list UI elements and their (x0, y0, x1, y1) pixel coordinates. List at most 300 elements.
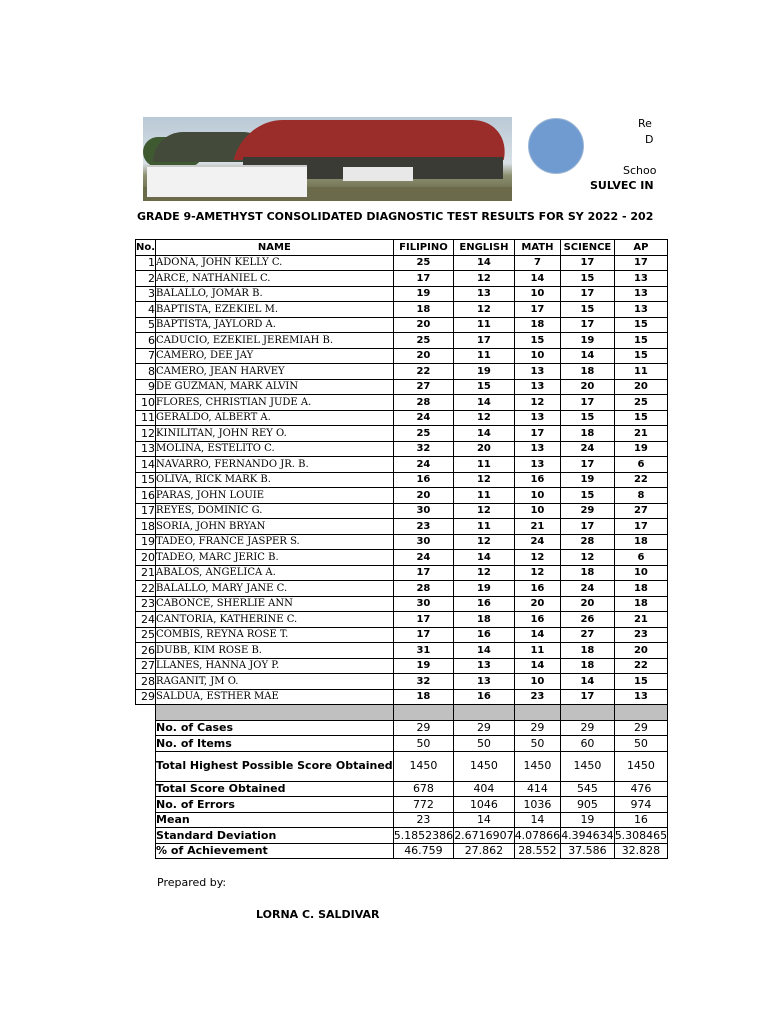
report-title: GRADE 9-AMETHYST CONSOLIDATED DIAGNOSTIC TEST RESULTS FOR SY 2022 - 202 (137, 210, 654, 223)
summary-math: 414 (514, 781, 561, 797)
summary-english: 29 (454, 720, 515, 736)
score-science: 19 (561, 472, 615, 488)
table-row (136, 333, 668, 349)
row-number: 21 (136, 565, 156, 581)
row-number: 18 (136, 519, 156, 535)
row-number: 19 (136, 534, 156, 550)
score-science: 15 (561, 488, 615, 504)
score-filipino: 22 (393, 364, 454, 380)
score-science: 18 (561, 364, 615, 380)
score-english: 14 (454, 643, 515, 659)
summary-filipino: 772 (393, 797, 454, 813)
score-math: 16 (514, 472, 561, 488)
score-math: 11 (514, 643, 561, 659)
score-filipino: 24 (393, 457, 454, 473)
summary-ap: 16 (614, 812, 668, 828)
summary-math: 28.552 (514, 843, 561, 859)
row-number: 7 (136, 348, 156, 364)
score-science: 17 (561, 286, 615, 302)
score-english: 14 (454, 550, 515, 566)
summary-row (136, 828, 668, 844)
score-science: 18 (561, 565, 615, 581)
row-number: 13 (136, 441, 156, 457)
score-science: 17 (561, 457, 615, 473)
table-header-row (136, 240, 668, 256)
table-row (136, 410, 668, 426)
score-science: 17 (561, 519, 615, 535)
score-filipino: 18 (393, 689, 454, 705)
score-ap: 15 (614, 333, 668, 349)
header-filipino: FILIPINO (393, 240, 454, 256)
score-ap: 27 (614, 503, 668, 519)
table-row (136, 674, 668, 690)
summary-label: Standard Deviation (156, 828, 394, 844)
score-math: 10 (514, 674, 561, 690)
score-filipino: 20 (393, 488, 454, 504)
student-name: TADEO, MARC JERIC B. (156, 550, 394, 566)
table-row (136, 317, 668, 333)
summary-filipino: 29 (393, 720, 454, 736)
summary-english: 1450 (454, 751, 515, 781)
score-filipino: 17 (393, 612, 454, 628)
score-english: 16 (454, 596, 515, 612)
score-english: 12 (454, 472, 515, 488)
student-name: CAMERO, DEE JAY (156, 348, 394, 364)
row-number: 22 (136, 581, 156, 597)
table-row (136, 379, 668, 395)
score-science: 15 (561, 410, 615, 426)
row-number: 9 (136, 379, 156, 395)
score-science: 14 (561, 674, 615, 690)
row-number: 10 (136, 395, 156, 411)
student-name: OLIVA, RICK MARK B. (156, 472, 394, 488)
summary-label: No. of Errors (156, 797, 394, 813)
score-science: 28 (561, 534, 615, 550)
score-ap: 17 (614, 519, 668, 535)
student-rows (136, 255, 668, 705)
summary-science: 37.586 (561, 843, 615, 859)
summary-english: 27.862 (454, 843, 515, 859)
score-english: 12 (454, 503, 515, 519)
table-row (136, 271, 668, 287)
summary-math: 1450 (514, 751, 561, 781)
score-english: 16 (454, 689, 515, 705)
score-english: 19 (454, 581, 515, 597)
row-number: 28 (136, 674, 156, 690)
blank-cell (136, 736, 156, 752)
student-name: KINILITAN, JOHN REY O. (156, 426, 394, 442)
gray-cell (561, 705, 615, 721)
summary-row (136, 751, 668, 781)
student-name: DE GUZMAN, MARK ALVIN (156, 379, 394, 395)
table-row (136, 441, 668, 457)
student-name: BAPTISTA, JAYLORD A. (156, 317, 394, 333)
table-row (136, 488, 668, 504)
score-english: 19 (454, 364, 515, 380)
score-math: 24 (514, 534, 561, 550)
score-ap: 11 (614, 364, 668, 380)
row-number: 11 (136, 410, 156, 426)
header-ap: AP (614, 240, 668, 256)
student-name: CADUCIO, EZEKIEL JEREMIAH B. (156, 333, 394, 349)
score-ap: 22 (614, 658, 668, 674)
score-ap: 20 (614, 643, 668, 659)
prepared-by-label: Prepared by: (157, 876, 227, 889)
student-name: MOLINA, ESTELITO C. (156, 441, 394, 457)
summary-science: 1450 (561, 751, 615, 781)
score-math: 18 (514, 317, 561, 333)
score-filipino: 24 (393, 410, 454, 426)
blank-cell (136, 720, 156, 736)
score-math: 13 (514, 379, 561, 395)
score-ap: 17 (614, 255, 668, 271)
table-row (136, 519, 668, 535)
student-name: TADEO, FRANCE JASPER S. (156, 534, 394, 550)
score-filipino: 27 (393, 379, 454, 395)
table-row (136, 643, 668, 659)
score-english: 14 (454, 395, 515, 411)
score-math: 7 (514, 255, 561, 271)
score-math: 10 (514, 503, 561, 519)
summary-english: 14 (454, 812, 515, 828)
blank-cell (136, 781, 156, 797)
blank-cell (136, 812, 156, 828)
score-math: 13 (514, 457, 561, 473)
score-math: 23 (514, 689, 561, 705)
score-ap: 6 (614, 457, 668, 473)
summary-math: 14 (514, 812, 561, 828)
score-ap: 18 (614, 534, 668, 550)
score-science: 24 (561, 441, 615, 457)
score-filipino: 16 (393, 472, 454, 488)
score-math: 14 (514, 658, 561, 674)
score-science: 26 (561, 612, 615, 628)
score-filipino: 19 (393, 286, 454, 302)
score-filipino: 30 (393, 534, 454, 550)
score-math: 10 (514, 286, 561, 302)
table-row (136, 286, 668, 302)
student-name: REYES, DOMINIC G. (156, 503, 394, 519)
header-line-2: D (645, 133, 654, 146)
score-math: 13 (514, 441, 561, 457)
gray-cell (514, 705, 561, 721)
table-row (136, 364, 668, 380)
row-number: 2 (136, 271, 156, 287)
score-ap: 15 (614, 317, 668, 333)
student-name: ADONA, JOHN KELLY C. (156, 255, 394, 271)
score-science: 14 (561, 348, 615, 364)
table-row (136, 395, 668, 411)
results-table (135, 239, 668, 859)
score-ap: 8 (614, 488, 668, 504)
header-line-1: Re (638, 117, 652, 130)
score-english: 14 (454, 255, 515, 271)
score-filipino: 25 (393, 333, 454, 349)
score-filipino: 25 (393, 255, 454, 271)
table-row (136, 348, 668, 364)
score-english: 11 (454, 457, 515, 473)
summary-english: 50 (454, 736, 515, 752)
row-number: 23 (136, 596, 156, 612)
summary-label: Total Highest Possible Score Obtained (156, 751, 394, 781)
row-number: 20 (136, 550, 156, 566)
score-math: 17 (514, 302, 561, 318)
table-row (136, 255, 668, 271)
score-english: 12 (454, 565, 515, 581)
blank-cell (136, 843, 156, 859)
score-math: 12 (514, 550, 561, 566)
student-name: CABONCE, SHERLIE ANN (156, 596, 394, 612)
score-ap: 20 (614, 379, 668, 395)
student-name: GERALDO, ALBERT A. (156, 410, 394, 426)
student-name: NAVARRO, FERNANDO JR. B. (156, 457, 394, 473)
header-line-3: Schoo (623, 164, 657, 177)
summary-math: 29 (514, 720, 561, 736)
score-math: 10 (514, 348, 561, 364)
score-math: 16 (514, 581, 561, 597)
blank-cell (136, 751, 156, 781)
student-name: BALALLO, MARY JANE C. (156, 581, 394, 597)
summary-label: No. of Cases (156, 720, 394, 736)
header-english: ENGLISH (454, 240, 515, 256)
score-english: 18 (454, 612, 515, 628)
row-number: 4 (136, 302, 156, 318)
score-filipino: 28 (393, 581, 454, 597)
row-number: 16 (136, 488, 156, 504)
score-english: 15 (454, 379, 515, 395)
score-ap: 6 (614, 550, 668, 566)
row-number: 27 (136, 658, 156, 674)
score-english: 12 (454, 410, 515, 426)
score-science: 15 (561, 302, 615, 318)
score-filipino: 18 (393, 302, 454, 318)
score-english: 11 (454, 488, 515, 504)
header-science: SCIENCE (561, 240, 615, 256)
score-english: 13 (454, 674, 515, 690)
score-english: 11 (454, 348, 515, 364)
student-name: RAGANIT, JM O. (156, 674, 394, 690)
header-name: NAME (156, 240, 394, 256)
score-english: 12 (454, 534, 515, 550)
score-science: 29 (561, 503, 615, 519)
score-ap: 10 (614, 565, 668, 581)
score-math: 21 (514, 519, 561, 535)
score-math: 12 (514, 565, 561, 581)
score-filipino: 30 (393, 503, 454, 519)
summary-ap: 1450 (614, 751, 668, 781)
table-row (136, 472, 668, 488)
summary-row (136, 812, 668, 828)
score-ap: 21 (614, 612, 668, 628)
score-science: 20 (561, 379, 615, 395)
summary-ap: 974 (614, 797, 668, 813)
score-filipino: 17 (393, 565, 454, 581)
score-english: 20 (454, 441, 515, 457)
summary-science: 4.394634 (561, 828, 614, 842)
summary-math: 50 (514, 736, 561, 752)
score-ap: 18 (614, 596, 668, 612)
student-name: BALALLO, JOMAR B. (156, 286, 394, 302)
summary-math: 4.07866 (514, 828, 561, 842)
score-ap: 15 (614, 410, 668, 426)
student-name: BAPTISTA, EZEKIEL M. (156, 302, 394, 318)
summary-ap: 29 (614, 720, 668, 736)
summary-english: 2.6716907 (454, 828, 514, 842)
score-ap: 15 (614, 674, 668, 690)
summary-label: Mean (156, 812, 394, 828)
summary-label: Total Score Obtained (156, 781, 394, 797)
score-english: 13 (454, 658, 515, 674)
score-ap: 19 (614, 441, 668, 457)
gray-cell (393, 705, 454, 721)
table-row (136, 612, 668, 628)
table-row (136, 581, 668, 597)
summary-english: 404 (454, 781, 515, 797)
summary-row (136, 781, 668, 797)
row-number: 8 (136, 364, 156, 380)
summary-filipino: 678 (393, 781, 454, 797)
row-number: 24 (136, 612, 156, 628)
summary-row (136, 843, 668, 859)
summary-filipino: 5.1852386 (393, 828, 454, 842)
row-number: 26 (136, 643, 156, 659)
gray-cell (156, 705, 394, 721)
score-filipino: 20 (393, 348, 454, 364)
student-name: CAMERO, JEAN HARVEY (156, 364, 394, 380)
score-ap: 21 (614, 426, 668, 442)
score-filipino: 25 (393, 426, 454, 442)
summary-ap: 476 (614, 781, 668, 797)
score-science: 19 (561, 333, 615, 349)
student-name: FLORES, CHRISTIAN JUDE A. (156, 395, 394, 411)
score-science: 17 (561, 395, 615, 411)
score-math: 20 (514, 596, 561, 612)
score-english: 14 (454, 426, 515, 442)
score-math: 13 (514, 410, 561, 426)
gray-cell (614, 705, 668, 721)
student-name: ARCE, NATHANIEL C. (156, 271, 394, 287)
school-name: SULVEC IN (590, 179, 654, 192)
table-row (136, 302, 668, 318)
row-number: 15 (136, 472, 156, 488)
row-number: 14 (136, 457, 156, 473)
score-english: 12 (454, 302, 515, 318)
row-number: 3 (136, 286, 156, 302)
score-filipino: 32 (393, 674, 454, 690)
score-ap: 23 (614, 627, 668, 643)
summary-english: 1046 (454, 797, 515, 813)
gray-cell (454, 705, 515, 721)
score-filipino: 32 (393, 441, 454, 457)
summary-label: % of Achievement (156, 843, 394, 859)
score-ap: 18 (614, 581, 668, 597)
summary-science: 60 (561, 736, 615, 752)
table-row (136, 534, 668, 550)
score-ap: 25 (614, 395, 668, 411)
row-number: 29 (136, 689, 156, 705)
student-name: PARAS, JOHN LOUIE (156, 488, 394, 504)
score-english: 13 (454, 286, 515, 302)
score-science: 15 (561, 271, 615, 287)
score-science: 24 (561, 581, 615, 597)
summary-science: 29 (561, 720, 615, 736)
row-number: 17 (136, 503, 156, 519)
student-name: DUBB, KIM ROSE B. (156, 643, 394, 659)
table-row (136, 596, 668, 612)
score-math: 17 (514, 426, 561, 442)
score-english: 11 (454, 317, 515, 333)
score-math: 10 (514, 488, 561, 504)
score-filipino: 28 (393, 395, 454, 411)
score-filipino: 19 (393, 658, 454, 674)
score-math: 14 (514, 271, 561, 287)
summary-science: 19 (561, 812, 615, 828)
row-number: 5 (136, 317, 156, 333)
score-math: 16 (514, 612, 561, 628)
score-filipino: 24 (393, 550, 454, 566)
table-row (136, 565, 668, 581)
score-science: 20 (561, 596, 615, 612)
summary-filipino: 46.759 (393, 843, 454, 859)
row-number: 1 (136, 255, 156, 271)
score-ap: 15 (614, 348, 668, 364)
score-filipino: 23 (393, 519, 454, 535)
score-science: 17 (561, 689, 615, 705)
row-number: 12 (136, 426, 156, 442)
table-row (136, 658, 668, 674)
table-row (136, 503, 668, 519)
summary-filipino: 1450 (393, 751, 454, 781)
score-science: 17 (561, 317, 615, 333)
score-english: 11 (454, 519, 515, 535)
summary-math: 1036 (514, 797, 561, 813)
score-math: 14 (514, 627, 561, 643)
summary-science: 545 (561, 781, 615, 797)
score-ap: 13 (614, 302, 668, 318)
summary-ap: 32.828 (614, 843, 668, 859)
summary-row (136, 797, 668, 813)
table-row (136, 457, 668, 473)
score-science: 18 (561, 643, 615, 659)
summary-filipino: 50 (393, 736, 454, 752)
row-number: 6 (136, 333, 156, 349)
score-english: 17 (454, 333, 515, 349)
table-row (136, 689, 668, 705)
header-no: No. (136, 240, 156, 256)
score-ap: 13 (614, 271, 668, 287)
summary-filipino: 23 (393, 812, 454, 828)
student-name: SALDUA, ESTHER MAE (156, 689, 394, 705)
score-math: 13 (514, 364, 561, 380)
separator-row (136, 705, 668, 721)
row-number: 25 (136, 627, 156, 643)
student-name: ABALOS, ANGELICA A. (156, 565, 394, 581)
score-filipino: 17 (393, 627, 454, 643)
score-math: 12 (514, 395, 561, 411)
blank-cell (136, 705, 156, 721)
score-ap: 13 (614, 286, 668, 302)
summary-ap: 50 (614, 736, 668, 752)
score-science: 27 (561, 627, 615, 643)
score-english: 16 (454, 627, 515, 643)
score-math: 15 (514, 333, 561, 349)
score-filipino: 31 (393, 643, 454, 659)
signer-name: LORNA C. SALDIVAR (256, 908, 380, 921)
header-math: MATH (514, 240, 561, 256)
score-filipino: 20 (393, 317, 454, 333)
table-row (136, 426, 668, 442)
student-name: COMBIS, REYNA ROSE T. (156, 627, 394, 643)
